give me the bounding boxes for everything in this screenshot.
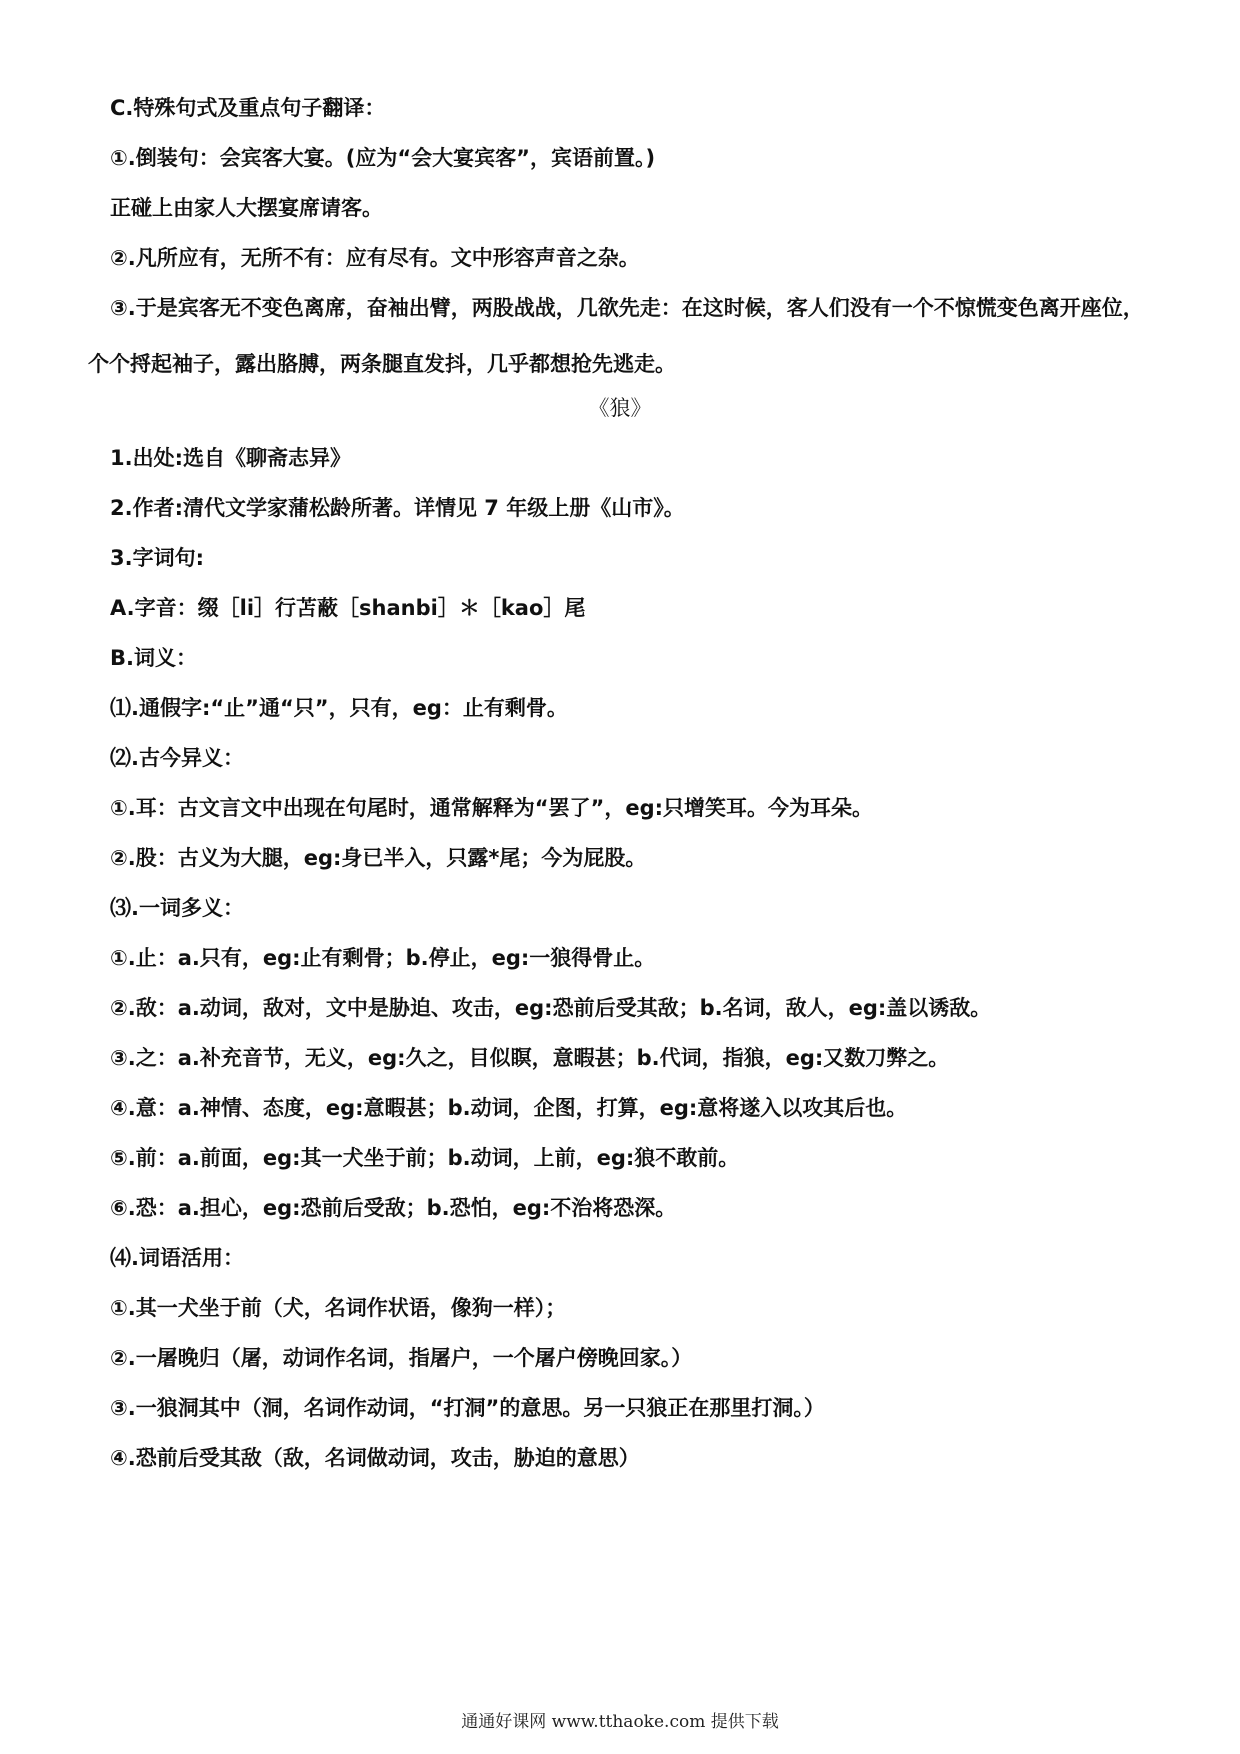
text-line: ⑵.古今异义： xyxy=(110,746,244,770)
text-line: 正碰上由家人大摆宴席请客。 xyxy=(110,196,383,220)
text-line: ⑤.前：a.前面，eg:其一犬坐于前；b.动词，上前，eg:狼不敢前。 xyxy=(110,1146,740,1170)
text-line: 1.出处:选自《聊斋志异》 xyxy=(110,446,351,470)
text-line: ③.之：a.补充音节，无义，eg:久之，目似瞑，意暇甚；b.代词，指狼，eg:又数刀弊之。 xyxy=(110,1046,950,1070)
text-line: ①.其一犬坐于前（犬，名词作状语，像狗一样）； xyxy=(110,1296,567,1320)
text-line: ⑥.恐：a.担心，eg:恐前后受敌；b.恐怕，eg:不治将恐深。 xyxy=(110,1196,677,1220)
text-line: ⑷.词语活用： xyxy=(110,1246,244,1270)
section-heading-special-sentences: C.特殊句式及重点句子翻译： xyxy=(110,96,386,120)
text-line: ②.凡所应有，无所不有：应有尽有。文中形容声音之杂。 xyxy=(110,246,640,270)
text-line: ③.一狼洞其中（洞，名词作动词，“打洞”的意思。另一只狼正在那里打洞。） xyxy=(110,1396,825,1420)
text-line: 2.作者:清代文学家蒲松龄所著。详情见 7 年级上册《山市》。 xyxy=(110,496,685,520)
text-line: 3.字词句: xyxy=(110,546,204,570)
text-line: ①.耳：古文言文中出现在句尾时，通常解释为“罢了”，eg:只增笑耳。今为耳朵。 xyxy=(110,796,874,820)
text-line: B.词义： xyxy=(110,646,197,670)
page-footer: 通通好课网 www.tthaoke.com 提供下载 xyxy=(461,1712,779,1732)
text-line: ④.恐前后受其敌（敌，名词做动词，攻击，胁迫的意思） xyxy=(110,1446,640,1470)
text-line: ②.股：古义为大腿，eg:身已半入，只露*尾；今为屁股。 xyxy=(110,846,647,870)
article-title-wolf: 《狼》 xyxy=(588,396,652,420)
text-line: A.字音：缀［li］行苫蔽［shanbi］＊［kao］尾 xyxy=(110,596,586,620)
text-line: ⑶.一词多义： xyxy=(110,896,244,920)
text-paragraph: ③.于是宾客无不变色离席，奋袖出臂，两股战战，几欲先走：在这时候，客人们没有一个不惊慌变色离开座位，个个捋起袖子，露出胳膊，两条腿直发抖，几乎都想抢先逃走。 xyxy=(88,296,1144,376)
text-line: ⑴.通假字:“止”通“只”，只有，eg：止有剩骨。 xyxy=(110,696,568,720)
text-line: ①.倒装句：会宾客大宴。(应为“会大宴宾客”，宾语前置。) xyxy=(110,146,656,170)
text-line: ④.意：a.神情、态度，eg:意暇甚；b.动词，企图，打算，eg:意将遂入以攻其后也。 xyxy=(110,1096,908,1120)
text-line: ①.止：a.只有，eg:止有剩骨；b.停止，eg:一狼得骨止。 xyxy=(110,946,656,970)
text-line: ②.敌：a.动词，敌对，文中是胁迫、攻击，eg:恐前后受其敌；b.名词，敌人，eg:盖以诱敌。 xyxy=(110,996,992,1020)
text-line: ②.一屠晚归（屠，动词作名词，指屠户，一个屠户傍晚回家。） xyxy=(110,1346,693,1370)
